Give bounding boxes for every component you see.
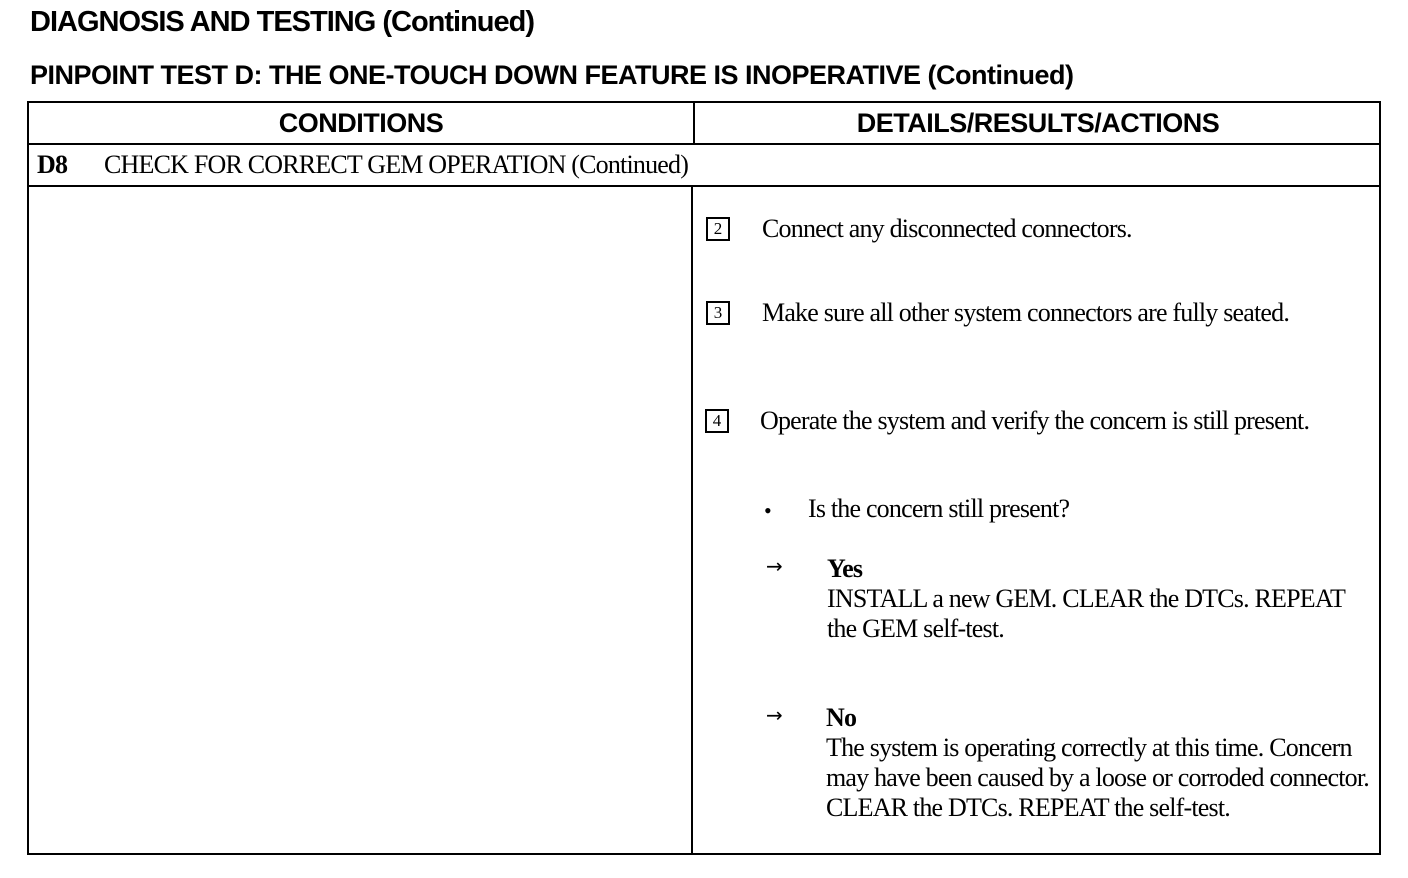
substep-text: Make sure all other system connectors are fully seated. — [762, 298, 1290, 327]
details-column-header: DETAILS/RESULTS/ACTIONS — [695, 103, 1381, 145]
answer-no-label: No — [826, 703, 857, 732]
arrow-right-icon: → — [766, 703, 783, 727]
column-divider — [691, 187, 693, 855]
step-title: CHECK FOR CORRECT GEM OPERATION (Continued) — [104, 150, 689, 179]
pinpoint-test-title: PINPOINT TEST D: THE ONE-TOUCH DOWN FEATURE IS INOPERATIVE (Continued) — [30, 60, 1074, 90]
section-title: DIAGNOSIS AND TESTING (Continued) — [30, 6, 535, 38]
conditions-column-header: CONDITIONS — [29, 103, 695, 145]
step-heading-row — [29, 145, 1379, 187]
substep-number-box: 3 — [706, 301, 730, 325]
arrow-right-icon: → — [766, 554, 783, 578]
substep-number-box: 2 — [706, 217, 730, 241]
step-id: D8 — [37, 150, 68, 179]
answer-yes-action: INSTALL a new GEM. CLEAR the DTCs. REPEAT the GEM self-test. — [827, 584, 1345, 643]
bullet-icon: • — [764, 498, 771, 523]
answer-no-action: The system is operating correctly at this time. Concern may have been caused by a loose or corroded connector. CLEAR the DTCs. REPEAT the self-test. — [826, 733, 1370, 822]
substep-text: Connect any disconnected connectors. — [762, 214, 1132, 243]
substep-text: Operate the system and verify the concern is still present. — [760, 406, 1310, 435]
answer-yes-label: Yes — [827, 554, 863, 583]
question-text: Is the concern still present? — [808, 494, 1070, 523]
pinpoint-test-table — [27, 101, 1381, 855]
substep-number-box: 4 — [705, 409, 729, 433]
